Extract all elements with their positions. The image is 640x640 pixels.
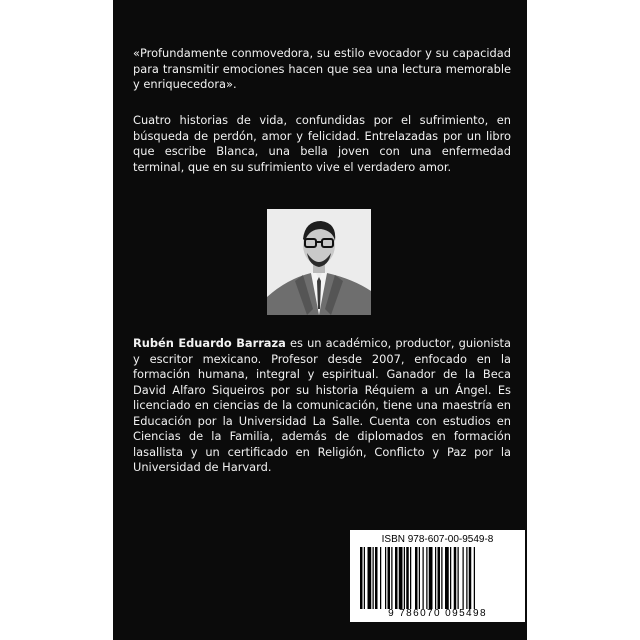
author-photo — [267, 209, 371, 315]
author-bio — [133, 336, 511, 476]
barcode-image — [356, 547, 519, 609]
isbn-label: ISBN 978-607-00-9549-8 — [381, 534, 494, 545]
barcode-digits: 9 786070 095498 — [388, 608, 487, 619]
author-bio-text: es un académico, productor, guionista y escritor mexicano. Profesor desde 2007, enfocado en la formación humana, integral y espiritual. Ganador de la Beca David Alfaro Siqueiros por su historia Réquiem a un Ángel. Es licenciado en ciencias de la comunicación, tiene una maestría en Educación por la Universidad La Salle. Cuenta con estudios en Ciencias de la Familia, además de diplomados en formación lasallista y un certificado en Religión, Conflicto y Paz por la Universidad de Harvard. — [133, 336, 511, 474]
review-quote: «Profundamente conmovedora, su estilo evocador y su capacidad para transmitir emociones hacen que sea una lectura memorable y enriquecedora». — [133, 46, 511, 91]
author-name: Rubén Eduardo Barraza — [133, 336, 286, 350]
book-back-cover — [113, 0, 527, 640]
synopsis-paragraph: Cuatro historias de vida, confundidas por el sufrimiento, en búsqueda de perdón, amor y felicidad. Entrelazadas por un libro que escribe Blanca, una bella joven con una enfermedad terminal, que en su sufrimiento vive el verdadero amor. — [133, 113, 511, 174]
isbn-barcode-block — [350, 530, 525, 622]
author-portrait-image — [267, 209, 371, 315]
